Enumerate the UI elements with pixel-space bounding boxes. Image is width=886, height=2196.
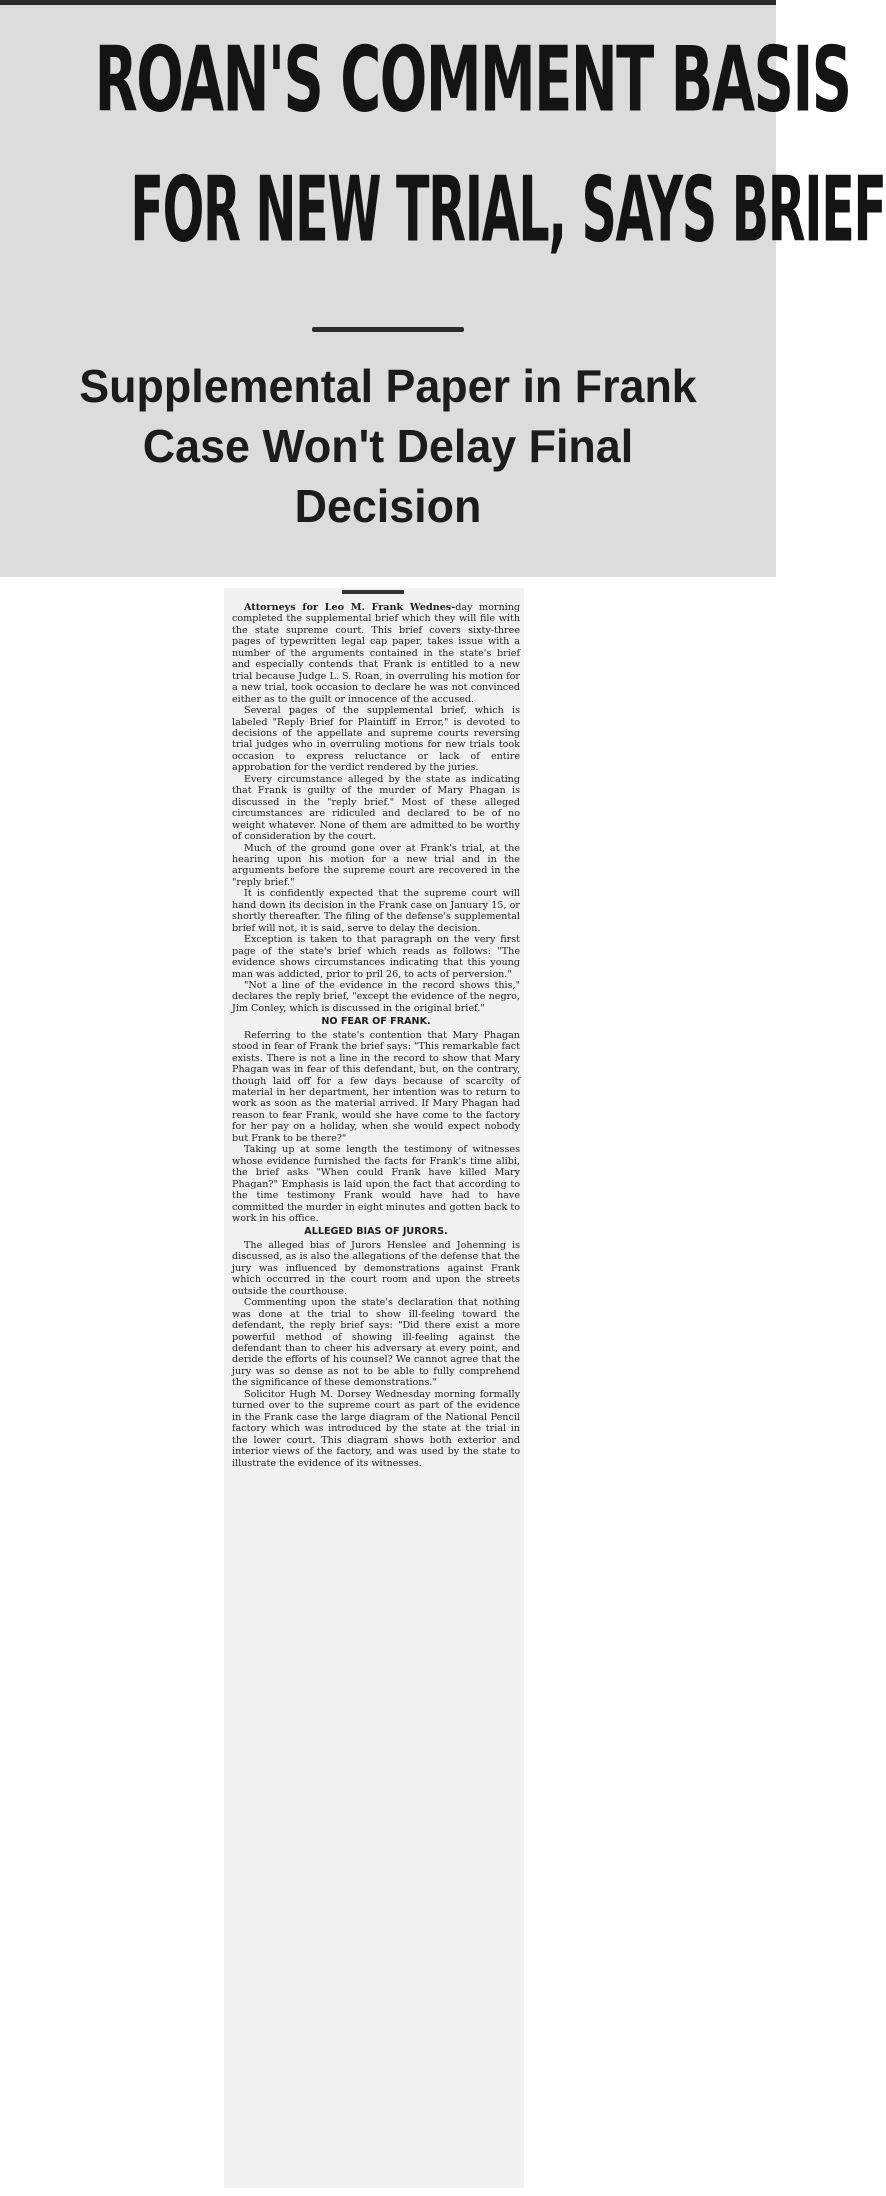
paragraph-1 <box>232 602 520 705</box>
paragraph-8: Referring to the state's contention that Mary Phagan stood in fear of Frank the brief says: "This remarkable fact exists. There is not a line in the record to show that Mary Phagan was in fear of this defendant, but, on the contrary, though laid off for a few days because of scarcity of material in her department, her intention was to return to work as soon as the material arrived. If Mary Phagan had reason to fear Frank, would she have come to the factory for her pay on a holiday, when she would expect nobody but Frank to be there?" <box>232 1029 520 1144</box>
paragraph-12: Solicitor Hugh M. Dorsey Wednesday morning formally turned over to the supreme court as part of the evidence in the Frank case the large diagram of the National Pencil factory which was introduced by the state at the trial in the lower court. This diagram shows both exterior and interior views of the factory, and was used by the state to illustrate the evidence of its witnesses. <box>232 1388 520 1469</box>
article-body <box>232 602 520 1469</box>
headline-divider-rule <box>312 327 464 332</box>
article-column <box>224 588 524 2188</box>
paragraph-6: Exception is taken to that paragraph on the very first page of the state's brief which reads as follows: "The evidence shows circumstances indicating that this young man was addicted, prior to pril 26, to acts of perversion." <box>232 934 520 980</box>
subhead-no-fear: NO FEAR OF FRANK. <box>321 1016 431 1028</box>
paragraph-3: Every circumstance alleged by the state as indicating that Frank is guilty of the murder of Mary Phagan is discussed in the "reply brief." Most of these alleged circumstances are ridiculed and declared to be of no weight whatever. None of them are admitted to be worthy of consideration by the court. <box>232 773 520 843</box>
masthead <box>0 5 886 577</box>
paragraph-10: The alleged bias of Jurors Henslee and Johenning is discussed, as is also the allegations of the defense that the jury was influenced by demonstrations against Frank which occurred in the court room and upon the streets outside the courthouse. <box>232 1239 520 1297</box>
article-divider-rule <box>342 590 404 594</box>
paragraph-4: Much of the ground gone over at Frank's trial, at the hearing upon his motion for a new trial and in the arguments before the supreme court are recovered in the "reply brief." <box>232 842 520 888</box>
subhead-alleged-bias: ALLEGED BIAS OF JURORS. <box>304 1226 448 1238</box>
deck-line-2: Case Won't Delay Final <box>142 420 634 472</box>
paragraph-11: Commenting upon the state's declaration that nothing was done at the trial to show ill-feeling toward the defendant, the reply brief says: "Did there exist a more powerful method of showing ill-feeling against the defendant than to cheer his adversary at every point, and deride the efforts of his counsel? We cannot agree that the jury was so dense as not to be able to fully comprehend the significance of these demonstrations." <box>232 1297 520 1389</box>
paragraph-2: Several pages of the supplemental brief, which is labeled "Reply Brief for Plaintiff in Error," is devoted to decisions of the appellate and supreme courts reversing trial judges who in overruling motions for new trials took occasion to express reluctance or lack of entire approbation for the verdict rendered by the juries. <box>232 705 520 774</box>
deck-line-3: Decision <box>294 480 482 532</box>
deck-line-1: Supplemental Paper in Frank <box>79 360 697 412</box>
headline-line-2: FOR NEW TRIAL, SAYS BRIEF <box>130 157 886 263</box>
lead-in: Attorneys for Leo M. Frank Wednes- <box>244 602 456 613</box>
paragraph-1-text: day morning completed the supplemental brief which they will file with the state supreme court. This brief covers sixty-three pages of typewritten legal cap paper, takes issue with a number of the arguments contained in the state's brief and especially contends that Frank is entitled to a new trial because Judge L. S. Roan, in overruling his motion for a new trial, took occasion to declare he was not convinced either as to the guilt or innocence of the accused. <box>232 602 521 705</box>
paragraph-5: It is confidently expected that the supreme court will hand down its decision in the Frank case on January 15, or shortly thereafter. The filing of the defense's supplemental brief will not, it is said, serve to delay the decision. <box>232 888 520 934</box>
paragraph-9: Taking up at some length the testimony of witnesses whose evidence furnished the facts for Frank's time alibi, the brief asks "When could Frank have killed Mary Phagan?" Emphasis is laid upon the fact that according to the time testimony Frank would have had to have committed the murder in eight minutes and gotten back to work in his office. <box>232 1144 520 1225</box>
paragraph-7: "Not a line of the evidence in the record shows this," declares the reply brief, "except the evidence of the negro, Jim Conley, which is discussed in the original brief." <box>232 979 520 1014</box>
headline-line-1: ROAN'S COMMENT BASIS <box>94 27 851 133</box>
